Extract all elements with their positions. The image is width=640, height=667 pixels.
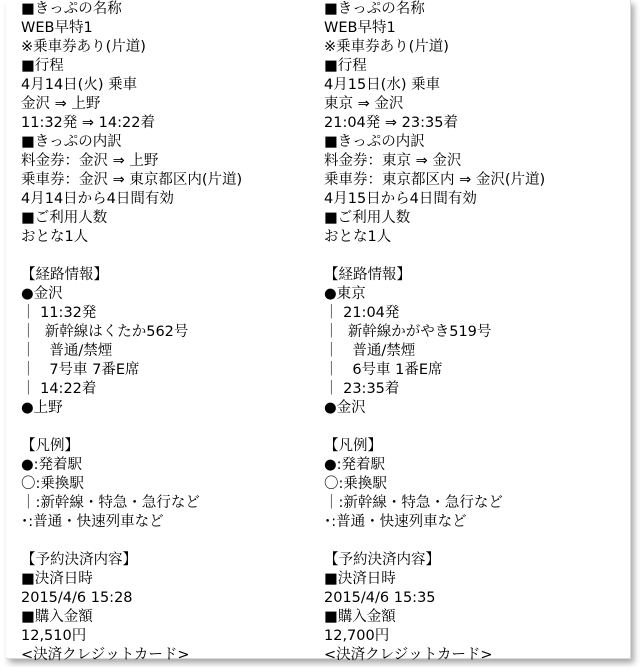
legend-item: ･:普通・快速列車など — [21, 514, 164, 530]
passengers-header: ■ご利用人数 — [21, 210, 108, 226]
itinerary-header: ■行程 — [324, 58, 367, 74]
amount-header: ■購入金額 — [324, 609, 396, 625]
route-info-line: ｜ 21:04発 — [324, 305, 400, 321]
route-info-line: ｜ 普通/禁煙 — [324, 343, 416, 359]
express-ticket: 料金券：東京 ⇒ 金沢 — [324, 153, 462, 169]
route-info-header: 【経路情報】 — [324, 267, 411, 283]
route-times: 11:32発 ⇒ 14:22着 — [21, 115, 155, 131]
fare-ticket: 乗車券：金沢 ⇒ 東京都区内(片道) — [21, 172, 243, 188]
legend-item: ･:普通・快速列車など — [324, 514, 467, 530]
amount-value: 12,510円 — [21, 628, 87, 644]
payment-header: 【予約決済内容】 — [324, 552, 440, 568]
section-gap — [21, 418, 321, 437]
breakdown-header: ■きっぷの内訳 — [324, 134, 425, 150]
route-info-line: ｜ 新幹線はくたか562号 — [21, 324, 189, 340]
passenger-count: おとな1人 — [324, 229, 392, 245]
legend-header: 【凡例】 — [21, 438, 79, 454]
ticket-column-outbound — [21, 0, 321, 665]
breakdown-header: ■きっぷの内訳 — [21, 134, 122, 150]
payment-header: 【予約決済内容】 — [21, 552, 137, 568]
boarding-date: 4月14日(火) 乗車 — [21, 77, 138, 93]
passenger-count: おとな1人 — [21, 229, 89, 245]
route-info-line: ｜ 6号車 1番E席 — [324, 362, 443, 378]
ticket-note: ※乗車券あり(片道) — [21, 39, 146, 55]
legend-item: ｜:新幹線・特急・急行など — [21, 495, 200, 511]
route-info-line: ●東京 — [324, 286, 366, 302]
payment-method: <決済クレジットカード> — [324, 647, 493, 663]
route-stations: 金沢 ⇒ 上野 — [21, 96, 101, 112]
route-stations: 東京 ⇒ 金沢 — [324, 96, 404, 112]
ticket-name-header: ■きっぷの名称 — [21, 1, 122, 17]
ticket-name: WEB早特1 — [324, 20, 396, 36]
ticket-name-header: ■きっぷの名称 — [324, 1, 425, 17]
route-times: 21:04発 ⇒ 23:35着 — [324, 115, 458, 131]
route-info-line: ｜ 普通/禁煙 — [21, 343, 113, 359]
legend-item: 〇:乗換駅 — [21, 476, 84, 492]
legend-item: ●:発着駅 — [21, 457, 83, 473]
payment-method: <決済クレジットカード> — [21, 647, 190, 663]
payment-date: 2015/4/6 15:35 — [324, 590, 436, 606]
amount-value: 12,700円 — [324, 628, 390, 644]
fare-ticket: 乗車券：東京都区内 ⇒ 金沢(片道) — [324, 172, 546, 188]
payment-date-header: ■決済日時 — [324, 571, 396, 587]
legend-item: ｜:新幹線・特急・急行など — [324, 495, 503, 511]
validity-period: 4月14日から4日間有効 — [21, 191, 174, 207]
route-info-line: ｜ 11:32発 — [21, 305, 97, 321]
boarding-date: 4月15日(水) 乗車 — [324, 77, 441, 93]
ticket-document — [6, 0, 631, 663]
section-gap — [324, 532, 624, 551]
route-info-line: ｜ 14:22着 — [21, 381, 97, 397]
express-ticket: 料金券：金沢 ⇒ 上野 — [21, 153, 159, 169]
section-gap — [21, 532, 321, 551]
passengers-header: ■ご利用人数 — [324, 210, 411, 226]
route-info-line: ●上野 — [21, 400, 63, 416]
legend-header: 【凡例】 — [324, 438, 382, 454]
section-gap — [324, 247, 624, 266]
payment-date-header: ■決済日時 — [21, 571, 93, 587]
legend-item: 〇:乗換駅 — [324, 476, 387, 492]
route-info-line: ●金沢 — [324, 400, 366, 416]
legend-item: ●:発着駅 — [324, 457, 386, 473]
route-info-header: 【経路情報】 — [21, 267, 108, 283]
route-info-line: ｜ 23:35着 — [324, 381, 400, 397]
route-info-line: ｜ 7号車 7番E席 — [21, 362, 140, 378]
route-info-line: ●金沢 — [21, 286, 63, 302]
route-info-line: ｜ 新幹線かがやき519号 — [324, 324, 492, 340]
validity-period: 4月15日から4日間有効 — [324, 191, 477, 207]
ticket-name: WEB早特1 — [21, 20, 93, 36]
ticket-column-return — [324, 0, 624, 665]
payment-date: 2015/4/6 15:28 — [21, 590, 133, 606]
section-gap — [21, 247, 321, 266]
section-gap — [324, 418, 624, 437]
itinerary-header: ■行程 — [21, 58, 64, 74]
amount-header: ■購入金額 — [21, 609, 93, 625]
ticket-note: ※乗車券あり(片道) — [324, 39, 449, 55]
